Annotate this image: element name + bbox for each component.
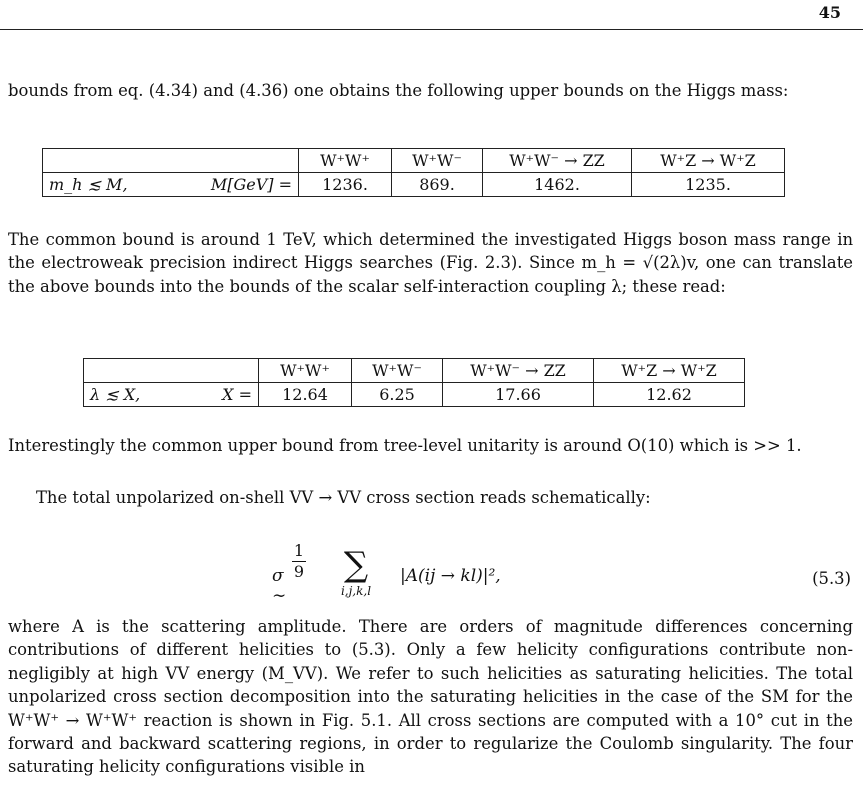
table-cell: 6.25	[352, 383, 443, 407]
table-header-cell: W⁺W⁻	[352, 359, 443, 383]
table-row	[43, 173, 785, 197]
row-label-left: m_h ≲ M,	[49, 175, 128, 194]
table-header-cell: W⁺W⁻ → ZZ	[483, 149, 632, 173]
table-row	[84, 383, 745, 407]
fraction-numerator: 1	[293, 541, 305, 560]
equation-lhs: σ ∼	[272, 566, 287, 606]
table-header-cell: W⁺W⁺	[259, 359, 352, 383]
paragraph-2: The common bound is around 1 TeV, which determined the investigated Higgs boson mass range in the electroweak precision indirect Higgs searches (Fig. 2.3). Since m_h = √(2λ)v, one can translate the above bounds into the bounds of the scalar self-interaction coupling λ; these read:	[8, 230, 853, 296]
sum-index: i,j,k,l	[340, 584, 372, 598]
table-header-cell: W⁺W⁺	[299, 149, 392, 173]
paragraph-1: bounds from eq. (4.34) and (4.36) one obtains the following upper bounds on the Higgs mass:	[8, 81, 789, 100]
table-cell: 1462.	[483, 173, 632, 197]
fraction-denominator: 9	[293, 562, 305, 581]
table-row-label	[84, 383, 259, 407]
equation-amplitude: |A(ij → kl)|²,	[400, 566, 501, 586]
table-cell: 12.62	[594, 383, 745, 407]
row-label-right: M[GeV] =	[210, 175, 292, 194]
table-header-cell: W⁺W⁻ → ZZ	[443, 359, 594, 383]
table-cell: 12.64	[259, 383, 352, 407]
lambda-bounds-table	[83, 358, 745, 407]
page-number: 45	[818, 3, 841, 22]
paragraph-4: The total unpolarized on-shell VV → VV cross section reads schematically:	[36, 488, 651, 507]
table-cell: 1236.	[299, 173, 392, 197]
table-header-cell: W⁺Z → W⁺Z	[632, 149, 785, 173]
row-label-left: λ ≲ X,	[90, 385, 141, 404]
summation	[328, 546, 384, 598]
equation-fraction	[292, 541, 306, 582]
paragraph-3: Interestingly the common upper bound from tree-level unitarity is around O(10) which is >> 1.	[8, 436, 802, 455]
table-cell: 869.	[392, 173, 483, 197]
table-header-cell: W⁺Z → W⁺Z	[594, 359, 745, 383]
equation-5-3	[0, 541, 863, 607]
table-corner-cell	[84, 359, 259, 383]
table-row-label	[43, 173, 299, 197]
table-header-row	[84, 359, 745, 383]
header-rule	[0, 29, 863, 30]
paragraph-5: where A is the scattering amplitude. There are orders of magnitude differences concerning contributions of different helicities to (5.3). Only a few helicity configurations contribute non-negligibly at high VV energy (M_VV). We refer to such helicities as saturating helicities. The total unpolarized cross section decomposition into the saturating helicities in the case of the SM for the W⁺W⁺ → W⁺W⁺ reaction is shown in Fig. 5.1. All cross sections are computed with a 10° cut in the forward and backward scattering regions, in order to regularize the Coulomb singularity. The four saturating helicity configurations visible in	[8, 617, 853, 777]
table-header-cell: W⁺W⁻	[392, 149, 483, 173]
table-cell: 1235.	[632, 173, 785, 197]
equation-number: (5.3)	[812, 569, 851, 588]
table-corner-cell	[43, 149, 299, 173]
higgs-mass-bounds-table	[42, 148, 785, 197]
row-label-right: X =	[222, 385, 252, 404]
table-cell: 17.66	[443, 383, 594, 407]
table-header-row	[43, 149, 785, 173]
sum-symbol: ∑	[343, 545, 369, 585]
